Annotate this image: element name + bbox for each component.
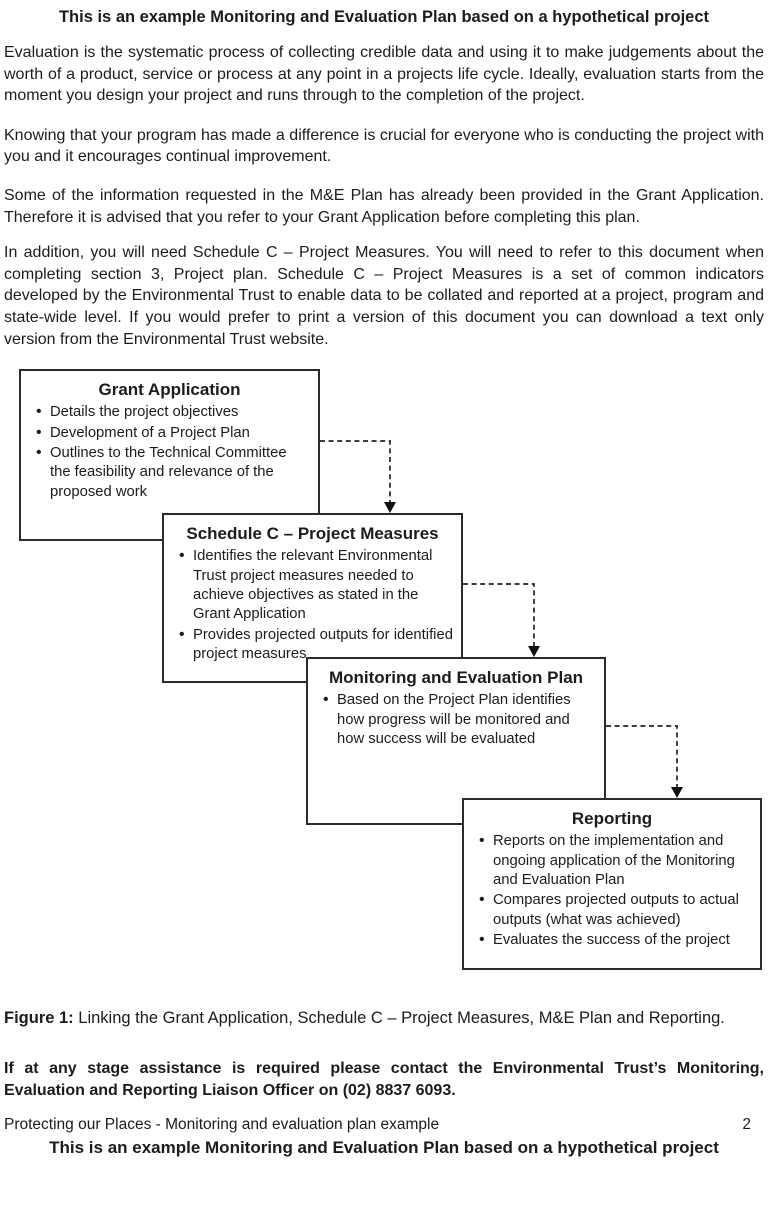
- footer-document-name: Protecting our Places - Monitoring and evaluation plan example: [4, 1115, 440, 1133]
- figure-caption-text: Linking the Grant Application, Schedule C – Project Measures, M&E Plan and Reporting.: [73, 1009, 725, 1028]
- flow-box-bullet-list: [164, 547, 461, 664]
- bullet-item: • Development of a Project Plan: [50, 424, 310, 443]
- page-footer: [4, 1115, 764, 1135]
- flow-box-bullet-list: [464, 832, 760, 950]
- bullet-item: • Provides projected outputs for identified project measures: [193, 626, 453, 665]
- arrowhead-down-icon: [671, 787, 683, 798]
- contact-note: If at any stage assistance is required please contact the Environmental Trust’s Monitoring, Evaluation and Reporting Liaison Officer on (02) 8837 6093.: [4, 1060, 764, 1099]
- bullet-item: • Outlines to the Technical Committee the feasibility and relevance of the proposed work: [50, 444, 310, 502]
- footer-page-number: 2: [742, 1115, 751, 1133]
- dashed-connector-1: [320, 441, 390, 502]
- arrowhead-down-icon: [528, 646, 540, 657]
- flow-box-bullet-list: [21, 403, 318, 502]
- page-content: [0, 6, 768, 1159]
- paragraph-knowing-difference: Knowing that your program has made a difference is crucial for everyone who is conducting the project with you and it encourages continual improvement.: [4, 126, 764, 166]
- flow-box-title: Reporting: [571, 809, 653, 829]
- dashed-connector-3: [606, 726, 677, 787]
- bullet-item: • Identifies the relevant Environmental Trust project measures needed to achieve objectives as stated in the Grant Application: [193, 547, 453, 625]
- dashed-connector-2: [463, 584, 534, 646]
- paragraph-evaluation-definition: Evaluation is the systematic process of collecting credible data and using it to make judgements about the worth of a product, service or process at any point in a projects life cycle. Ideally, evaluation starts from the moment you design your project and runs through to the completion of the project.: [4, 44, 764, 105]
- next-page-header: This is an example Monitoring and Evaluation Plan based on a hypothetical project: [49, 1137, 719, 1157]
- flow-box-title: Schedule C – Project Measures: [186, 524, 439, 544]
- flow-box-title: Grant Application: [98, 380, 241, 400]
- flow-box-bullet-list: [308, 691, 604, 749]
- page-title: This is an example Monitoring and Evaluation Plan based on a hypothetical project: [58, 8, 710, 26]
- figure-caption-label: Figure 1:: [4, 1009, 74, 1028]
- figure-1-flow-diagram: [4, 366, 768, 976]
- bullet-item: • Details the project objectives: [50, 403, 310, 422]
- flow-box-title: Monitoring and Evaluation Plan: [328, 668, 584, 688]
- paragraph-grant-application-info: Some of the information requested in the M&E Plan has already been provided in the Grant Application. Therefore it is advised that you refer to your Grant Application before completing this plan.: [4, 186, 764, 226]
- figure-caption: [4, 1008, 764, 1029]
- bullet-item: • Reports on the implementation and ongoing application of the Monitoring and Evaluation Plan: [493, 832, 752, 890]
- bullet-item: • Compares projected outputs to actual outputs (what was achieved): [493, 891, 752, 930]
- arrowhead-down-icon: [384, 502, 396, 513]
- paragraph-schedule-c-info: In addition, you will need Schedule C – Project Measures. You will need to refer to this document when completing section 3, Project plan. Schedule C – Project Measures is a set of common indicators developed by the Environmental Trust to enable data to be collated and reported at a project, program and state-wide level. If you would prefer to print a version of this document you can download a text only version from the Environmental Trust website.: [4, 244, 764, 348]
- bullet-item: • Evaluates the success of the project: [493, 931, 752, 950]
- flow-box-reporting: [462, 798, 762, 970]
- bullet-item: • Based on the Project Plan identifies how progress will be monitored and how success will be evaluated: [337, 691, 596, 749]
